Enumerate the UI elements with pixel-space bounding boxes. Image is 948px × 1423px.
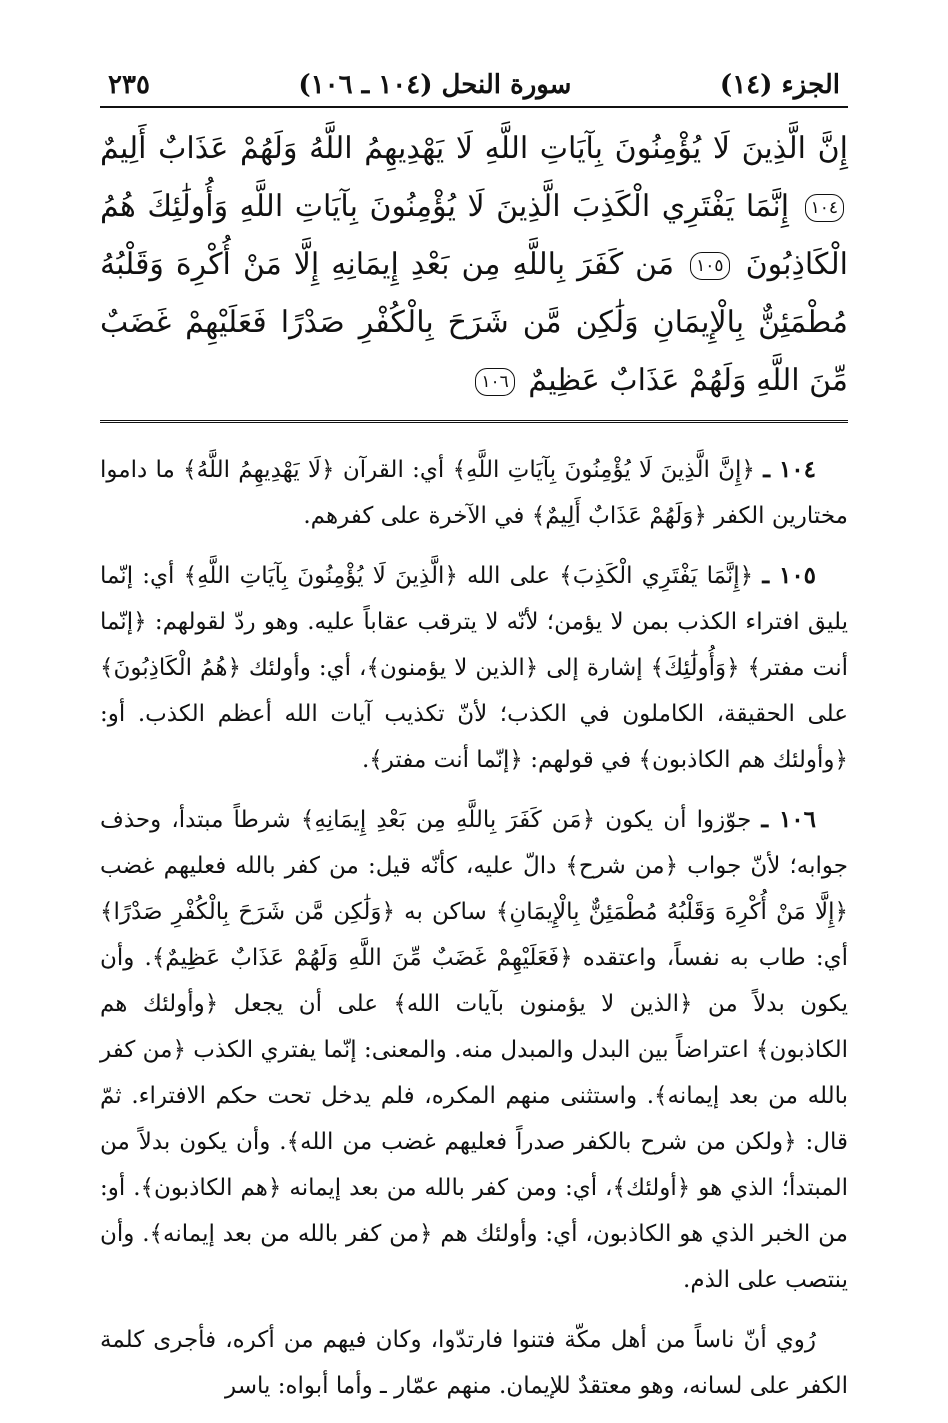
verse-number-mark: ١٠٤ [805,194,844,222]
verse-text: إِنَّمَا يَفْتَرِي الْكَذِبَ الَّذِينَ لَا يُؤْمِنُونَ بِآيَاتِ اللَّهِ وَأُولَٰئِكَ هُمُ الْكَاذِبُونَ [100,189,848,282]
verse-number-mark: ١٠٦ [475,368,514,396]
verse-ref-number: ١٠٥ ـ [762,562,817,589]
commentary-paragraph [100,1317,848,1409]
page [100,70,848,1423]
verse-text: مَن كَفَرَ بِاللَّهِ مِن بَعْدِ إِيمَانِهِ إِلَّا مَنْ أُكْرِهَ وَقَلْبُهُ مُطْمَئِنٌّ بِالْإِيمَانِ وَلَٰكِن مَّن شَرَحَ بِالْكُفْرِ صَدْرًا فَعَلَيْهِمْ غَضَبٌ مِّنَ اللَّهِ وَلَهُمْ عَذَابٌ عَظِيمٌ [100,247,848,398]
tafsir-commentary [100,447,848,1409]
surah-title: سورة النحل (١٠٤ ـ ١٠٦) [298,70,572,100]
quran-verses [100,120,848,423]
commentary-text: جوّزوا أن يكون ﴿مَن كَفَرَ بِاللَّهِ مِن بَعْدِ إِيمَانِهِ﴾ شرطاً مبتدأ، وحذف جوابه؛ لأنّ جواب ﴿من شرح﴾ دالّ عليه، كأنّه قيل: من كفر بالله فعليهم غضب ﴿إِلَّا مَنْ أُكْرِهَ وَقَلْبُهُ مُطْمَئِنٌّ بِالْإِيمَانِ﴾ ساكن به ﴿وَلَٰكِن مَّن شَرَحَ بِالْكُفْرِ صَدْرًا﴾ أي: طاب به نفساً، واعتقده ﴿فَعَلَيْهِمْ غَضَبٌ مِّنَ اللَّهِ وَلَهُمْ عَذَابٌ عَظِيمٌ﴾. وأن يكون بدلاً من ﴿الذين لا يؤمنون بآيات الله﴾ على أن يجعل ﴿وأولئك هم الكاذبون﴾ اعتراضاً بين البدل والمبدل منه. والمعنى: إنّما يفتري الكذب ﴿من كفر بالله من بعد إيمانه﴾. واستثنى منهم المكره، فلم يدخل تحت حكم الافتراء. ثمّ قال: ﴿ولكن من شرح بالكفر صدراً فعليهم غضب من الله﴾. وأن يكون بدلاً من المبتدأ؛ الذي هو ﴿أولئك﴾، أي: ومن كفر بالله من بعد إيمانه ﴿هم الكاذبون﴾. أو: من الخبر الذي هو الكاذبون، أي: وأولئك هم ﴿من كفر بالله من بعد إيمانه﴾. وأن ينتصب على الذم. [100,807,848,1293]
juz-label: الجزء (١٤) [719,70,840,100]
verse-ref-number: ١٠٤ ـ [763,456,816,483]
verse-text: إِنَّ الَّذِينَ لَا يُؤْمِنُونَ بِآيَاتِ اللَّهِ لَا يَهْدِيهِمُ اللَّهُ وَلَهُمْ عَذَابٌ أَلِيمٌ [100,131,848,166]
verse-number-mark: ١٠٥ [690,252,729,280]
commentary-paragraph [100,447,848,539]
commentary-text: ﴿إِنَّ الَّذِينَ لَا يُؤْمِنُونَ بِآيَاتِ اللَّهِ﴾ أي: القرآن ﴿لَا يَهْدِيهِمُ اللَّهُ﴾ ما داموا مختارين الكفر ﴿وَلَهُمْ عَذَابٌ أَلِيمٌ﴾ في الآخرة على كفرهم. [100,457,848,529]
commentary-text: ﴿إِنَّمَا يَفْتَرِي الْكَذِبَ﴾ على الله ﴿الَّذِينَ لَا يُؤْمِنُونَ بِآيَاتِ اللَّهِ﴾ أي: إنّما يليق افتراء الكذب بمن لا يؤمن؛ لأنّه لا يترقب عقاباً عليه. وهو ردّ لقولهم: ﴿إنّما أنت مفتر﴾ ﴿وَأُولَٰئِكَ﴾ إشارة إلى ﴿الذين لا يؤمنون﴾، أي: وأولئك ﴿هُمُ الْكَاذِبُونَ﴾ على الحقيقة، الكاملون في الكذب؛ لأنّ تكذيب آيات الله أعظم الكذب. أو: ﴿وأولئك هم الكاذبون﴾ في قولهم: ﴿إنّما أنت مفتر﴾. [100,563,848,773]
commentary-paragraph [100,797,848,1303]
verse-ref-number: ١٠٦ ـ [761,806,816,833]
page-header [100,70,848,108]
commentary-paragraph [100,553,848,783]
page-number: ٢٣٥ [108,70,150,100]
commentary-text: رُوي أنّ ناساً من أهل مكّة فتنوا فارتدّوا، وكان فيهم من أكره، فأجرى كلمة الكفر على لسانه، وهو معتقدٌ للإيمان. منهم عمّار ـ وأما أبواه: ياسر [100,1327,848,1399]
